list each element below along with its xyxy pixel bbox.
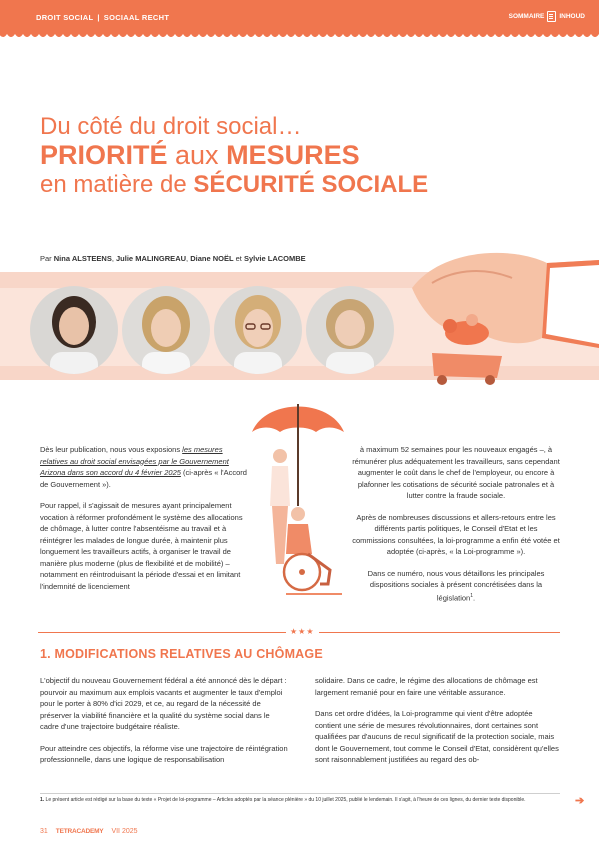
clipboard-icon[interactable] bbox=[547, 11, 556, 22]
title-line-3 bbox=[40, 170, 560, 199]
author-photo-3 bbox=[214, 286, 302, 374]
byline-prefix: Par bbox=[40, 254, 54, 263]
author-photo-2 bbox=[122, 286, 210, 374]
toc-link[interactable] bbox=[509, 11, 585, 22]
intro-p5-start: Dans ce numéro, nous vous détaillons les principales dispositions sociales à présent concrétisées dans la législation bbox=[367, 568, 545, 602]
umbrella-illustration bbox=[246, 394, 350, 606]
section-label: DROIT SOCIAL | SOCIAAL RECHT bbox=[36, 13, 170, 22]
title-line-2 bbox=[40, 141, 560, 170]
title-aux: aux bbox=[167, 140, 227, 170]
section1-paragraph-4: Dans cet ordre d'idées, la Loi-programme qui vient d'être adoptée contient une série de mesures révolutionnaires, dont certaines sont qualifiées par d'aucuns de recul significatif de la protection sociale, mais dont le Gouvernement, tout comme le Conseil d'Etat, considèrent qu'elles sont raisonnablement justifiées au regard des ob- bbox=[315, 709, 559, 764]
protecting-hand-illustration bbox=[372, 228, 599, 398]
section1-column-left bbox=[40, 675, 290, 776]
next-page-arrow-icon[interactable]: ➔ bbox=[575, 795, 585, 807]
intro-paragraph-1 bbox=[40, 444, 250, 490]
footnote-number: 1. bbox=[40, 797, 45, 803]
author-photo-1 bbox=[30, 286, 118, 374]
title-strong-securite: SÉCURITÉ SOCIALE bbox=[193, 171, 429, 198]
toc-label-nl[interactable]: INHOUD bbox=[559, 13, 585, 20]
toc-label-fr[interactable]: SOMMAIRE bbox=[508, 13, 545, 20]
tetracademy-logo: TETRACADEMY bbox=[55, 828, 104, 835]
section1-paragraph-3: solidaire. Dans ce cadre, le régime des allocations de chômage est largement remanié pour en faire une véritable assurance. bbox=[315, 676, 538, 697]
intro-paragraph-5 bbox=[352, 568, 560, 604]
page-number: 31 bbox=[40, 828, 48, 835]
author-1: Nina ALSTEENS bbox=[53, 254, 112, 263]
footnote-rule bbox=[40, 793, 560, 794]
footnote bbox=[40, 797, 560, 804]
title-en-matiere: en matière de bbox=[40, 171, 194, 198]
scallop-border bbox=[0, 34, 599, 40]
author-4: Sylvie LACOMBE bbox=[243, 254, 306, 263]
author-3: Diane NOËL bbox=[190, 254, 234, 263]
section1-paragraph-1: L'objectif du nouveau Gouvernement fédéral a été annoncé dès le départ : pourvoir au maximum aux emplois vacants et augmenter le taux d'emploi pour le porter à 80% d'ici 2029, et ce, au regard de la nécessité de préserver la viabilité financière et la qualité du système social dans le cadre d'une trajectoire budgétaire réaliste. bbox=[40, 676, 287, 731]
header-bar bbox=[0, 0, 599, 34]
section-label-fr: DROIT SOCIAL bbox=[36, 13, 94, 22]
intro-p5-end: . bbox=[473, 593, 476, 602]
intro-column-right bbox=[352, 444, 560, 614]
section1-paragraph-2: Pour atteindre ces objectifs, la réforme vise une trajectoire de réintégration professionnelle, dans une logique de responsabilisation bbox=[40, 743, 288, 764]
section1-column-right bbox=[315, 675, 560, 776]
intro-paragraph-3: à maximum 52 semaines pour les nouveaux engagés –, à rémunérer plus adéquatement les travailleurs, sans cependant augmenter le coût dans le chef de l'employeur, ou encore à plafonner les cotisations de sécurité sociale patronales et à lutter contre la fraude sociale. bbox=[352, 445, 560, 500]
intro-paragraph-4: Après de nombreuses discussions et allers-retours entre les différents partis politiques, le Conseil d'Etat et les commissions consultées, la loi-programme a enfin été votée et adoptée (ci-après, « la Loi-programme »). bbox=[352, 512, 560, 556]
title-strong-mesures: MESURES bbox=[226, 140, 360, 170]
issue-label: VII 2025 bbox=[111, 828, 138, 835]
byline bbox=[40, 254, 306, 263]
intro-column-left bbox=[40, 444, 250, 602]
footnote-text: Le présent article est rédigé sur la base du texte « Projet de loi-programme – Articles adoptés par la séance plénière » du 10 juillet 2025, publié le lendemain. Il s'agit, à l'heure de ces lignes, du dernier texte disponible. bbox=[44, 797, 526, 803]
intro-paragraph-2: Pour rappel, il s'agissait de mesures ayant principalement vocation à réformer profondément le système des allocations de chômage, à lutter contre l'absentéisme au travail et à réintégrer les malades de longue durée, à maintenir plus longuement les travailleurs actifs, à organiser le travail de manière plus moderne (plus de flexibilité et de mobilité) – notamment en réintroduisant la période d'essai et en limitant l'indemnité de licenciement bbox=[40, 501, 243, 591]
author-2: Julie MALINGREAU bbox=[116, 254, 187, 263]
divider-stars: ★★★ bbox=[286, 627, 319, 636]
section-label-nl: SOCIAAL RECHT bbox=[103, 13, 170, 22]
footnote-ref[interactable]: 1 bbox=[470, 592, 474, 599]
byline-comma: , bbox=[186, 254, 191, 263]
article-title bbox=[40, 112, 560, 199]
section-heading-1: 1. MODIFICATIONS RELATIVES AU CHÔMAGE bbox=[40, 647, 323, 661]
accord-link[interactable]: les mesures relatives au droit social envisagées par le Gouvernement Arizona dans son accord du 4 février 2025 bbox=[40, 445, 229, 477]
title-strong-priorite: PRIORITÉ bbox=[40, 140, 168, 170]
intro-p1-start: Dès leur publication, nous vous exposions bbox=[40, 445, 183, 454]
page-footer bbox=[40, 828, 138, 835]
intro-p1-end: (ci-après « l'Accord de Gouvernement »). bbox=[40, 468, 247, 489]
byline-comma: , bbox=[111, 254, 117, 263]
byline-and: et bbox=[233, 254, 244, 263]
title-line-1: Du côté du droit social… bbox=[40, 113, 302, 140]
